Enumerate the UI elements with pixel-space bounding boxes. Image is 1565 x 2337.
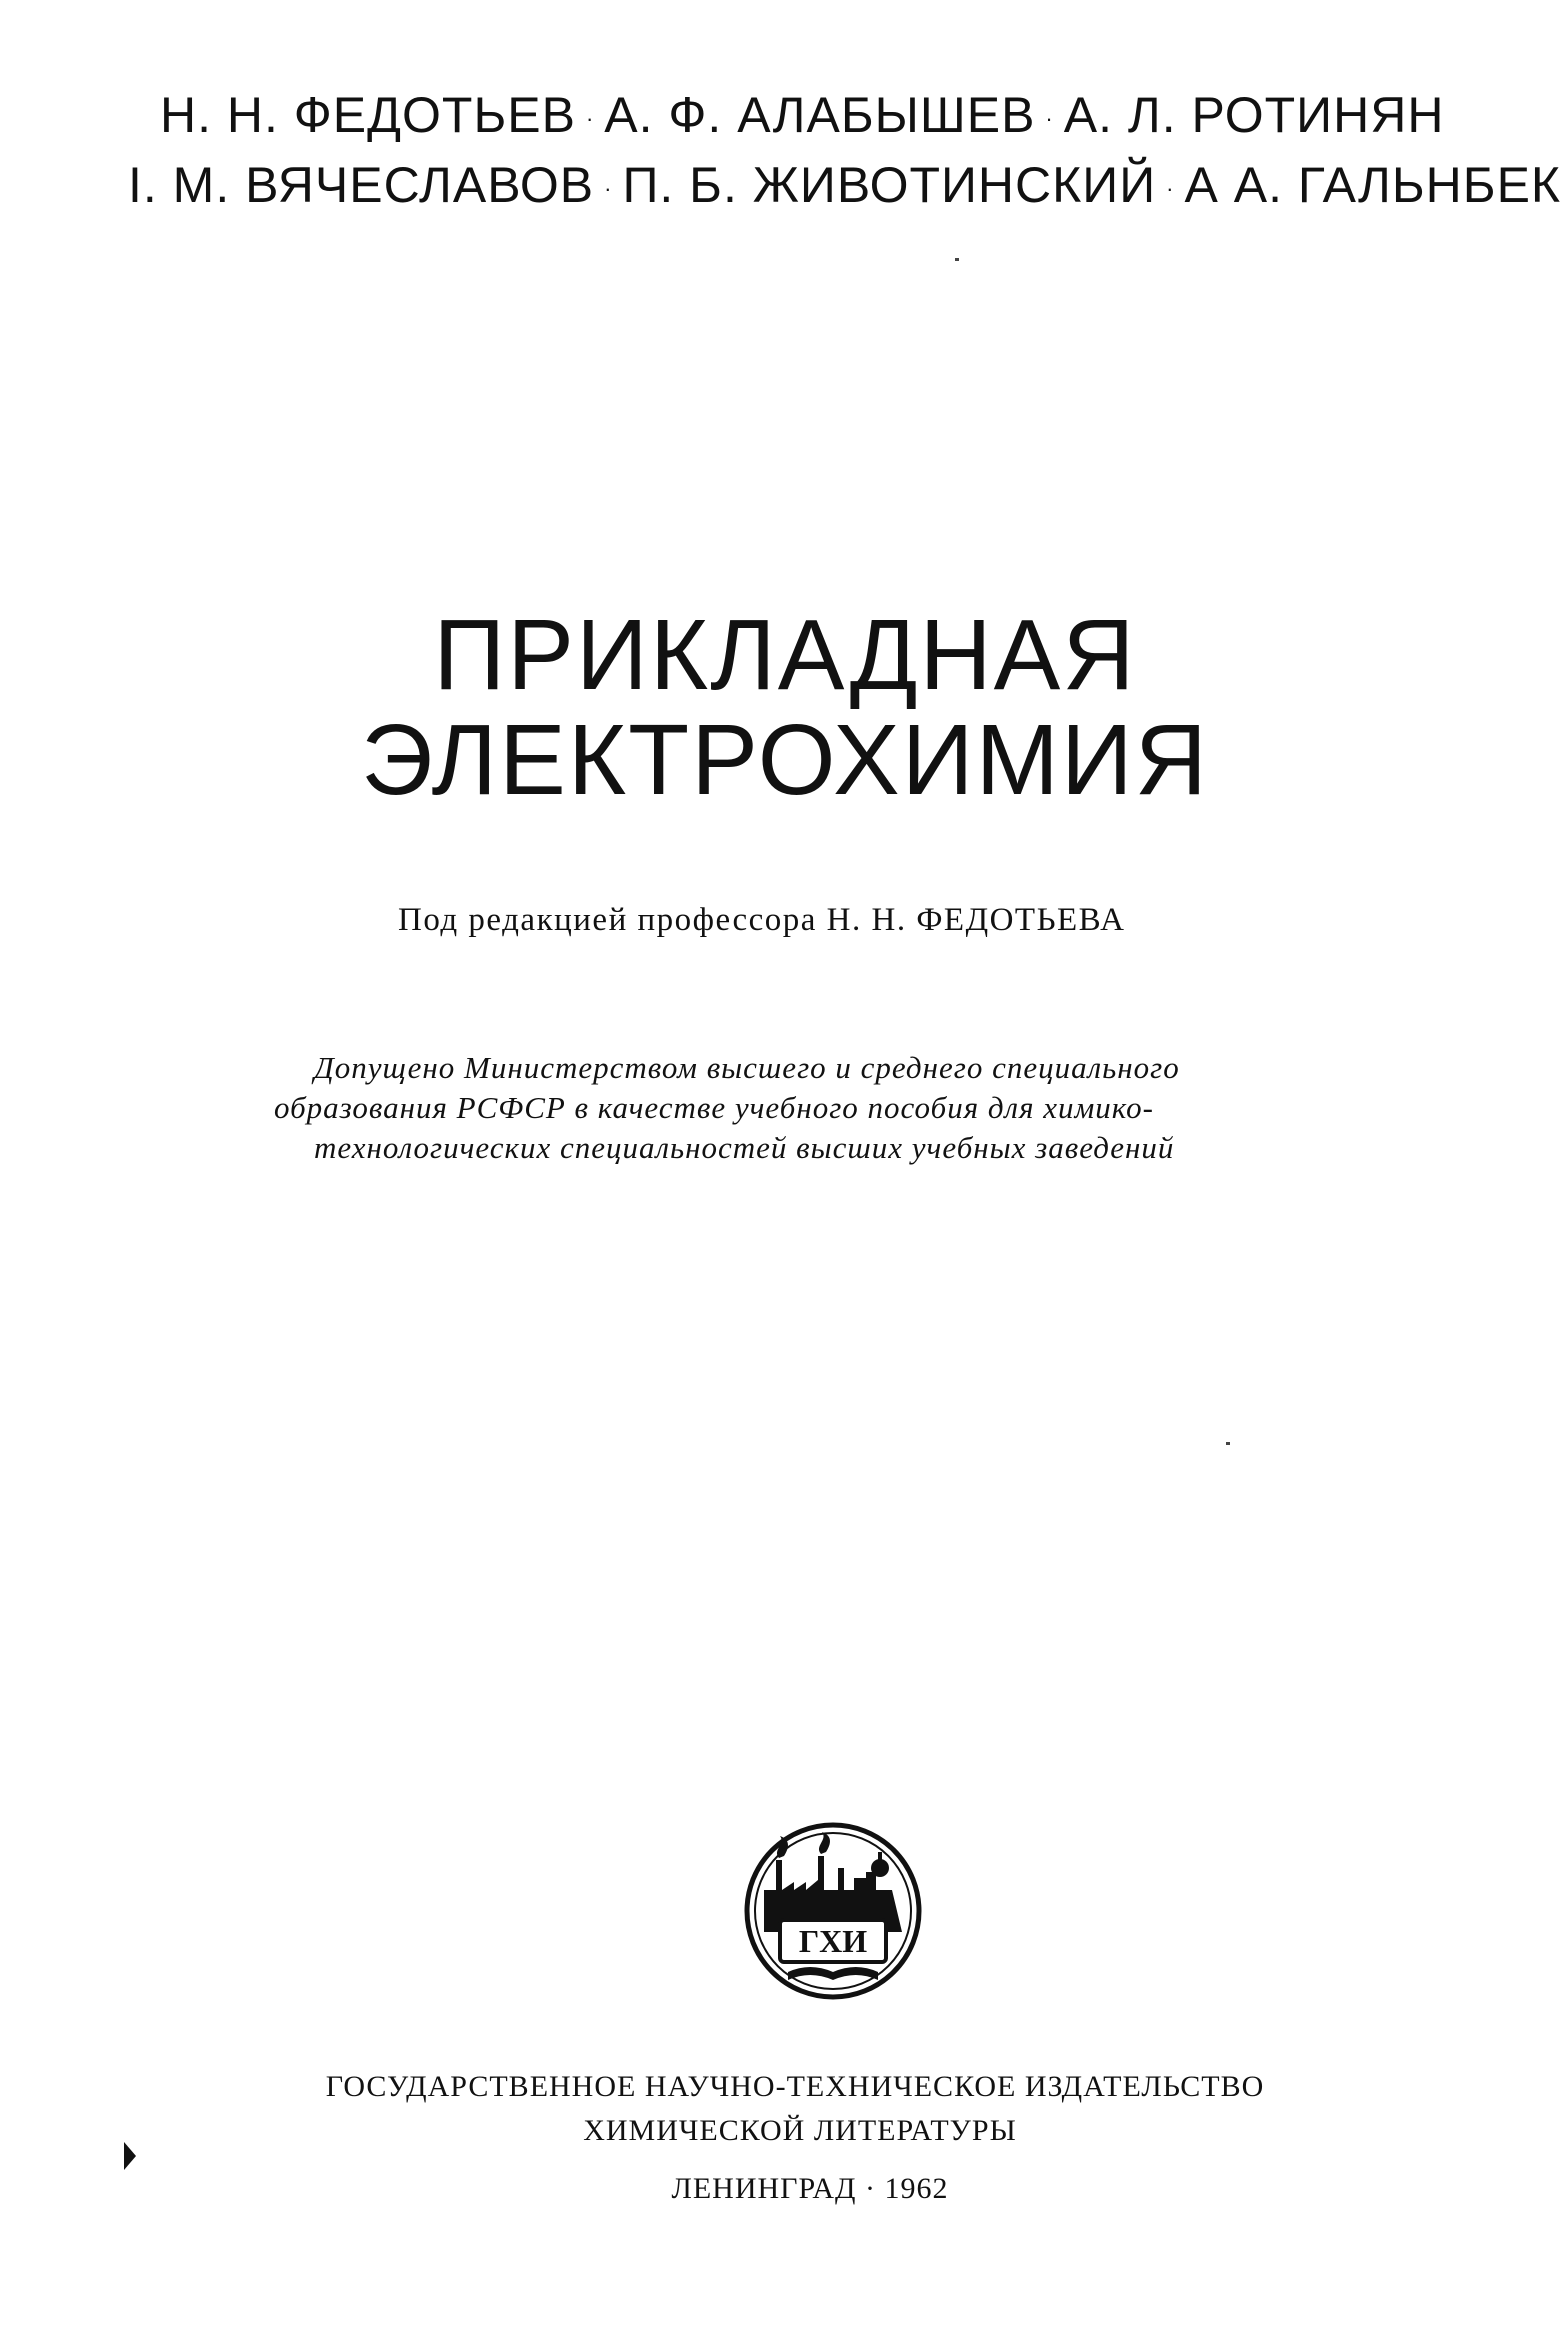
approval-line-1: Допущено Министерством высшего и среднего специального: [314, 1050, 1180, 1085]
author-name: А А. ГАЛЬНБЕК: [1184, 156, 1562, 213]
approval-line-2: образования РСФСР в качестве учебного пособия для химико-: [274, 1090, 1154, 1125]
separator-dot-icon: ·: [585, 105, 595, 131]
editor-credit: Под редакцией профессора Н. Н. ФЕДОТЬЕВА: [398, 902, 1126, 938]
approval-line-3: технологических специальностей высших учебных заведений: [314, 1130, 1175, 1165]
publisher-line-2: ХИМИЧЕСКОЙ ЛИТЕРАТУРЫ: [583, 2114, 1017, 2147]
separator-dot-icon: ·: [1045, 105, 1054, 131]
print-speck: [1226, 1442, 1230, 1445]
separator-dot-icon: ·: [1166, 175, 1175, 201]
authors-block: [128, 82, 1562, 222]
print-speck: [955, 258, 959, 261]
approval-note: [270, 1048, 1310, 1168]
separator-dot-icon: ·: [604, 175, 613, 201]
publisher-emblem-icon: [742, 1820, 924, 2002]
author-name: А. Л. РОТИНЯН: [1063, 87, 1445, 143]
author-name: П. Б. ЖИВОТИНСКИЙ: [622, 156, 1157, 213]
author-name: I. М. ВЯЧЕСЛАВОВ: [128, 156, 595, 213]
book-title-line-2: ЭЛЕКТРОХИМИЯ: [361, 704, 1209, 816]
margin-mark-icon: [124, 2142, 136, 2170]
author-name: Н. Н. ФЕДОТЬЕВ: [160, 87, 576, 143]
publisher-line-1: ГОСУДАРСТВЕННОЕ НАУЧНО-ТЕХНИЧЕСКОЕ ИЗДАТЕЛЬСТВО: [325, 2070, 1265, 2103]
author-name: А. Ф. АЛАБЫШЕВ: [604, 87, 1036, 143]
authors-line-1: [160, 82, 1460, 152]
publisher-city-year: ЛЕНИНГРАД · 1962: [671, 2172, 949, 2205]
book-title-line-1: ПРИКЛАДНАЯ: [433, 599, 1137, 711]
emblem-text: ГХИ: [798, 1923, 868, 1959]
authors-line-2: [128, 152, 1562, 222]
